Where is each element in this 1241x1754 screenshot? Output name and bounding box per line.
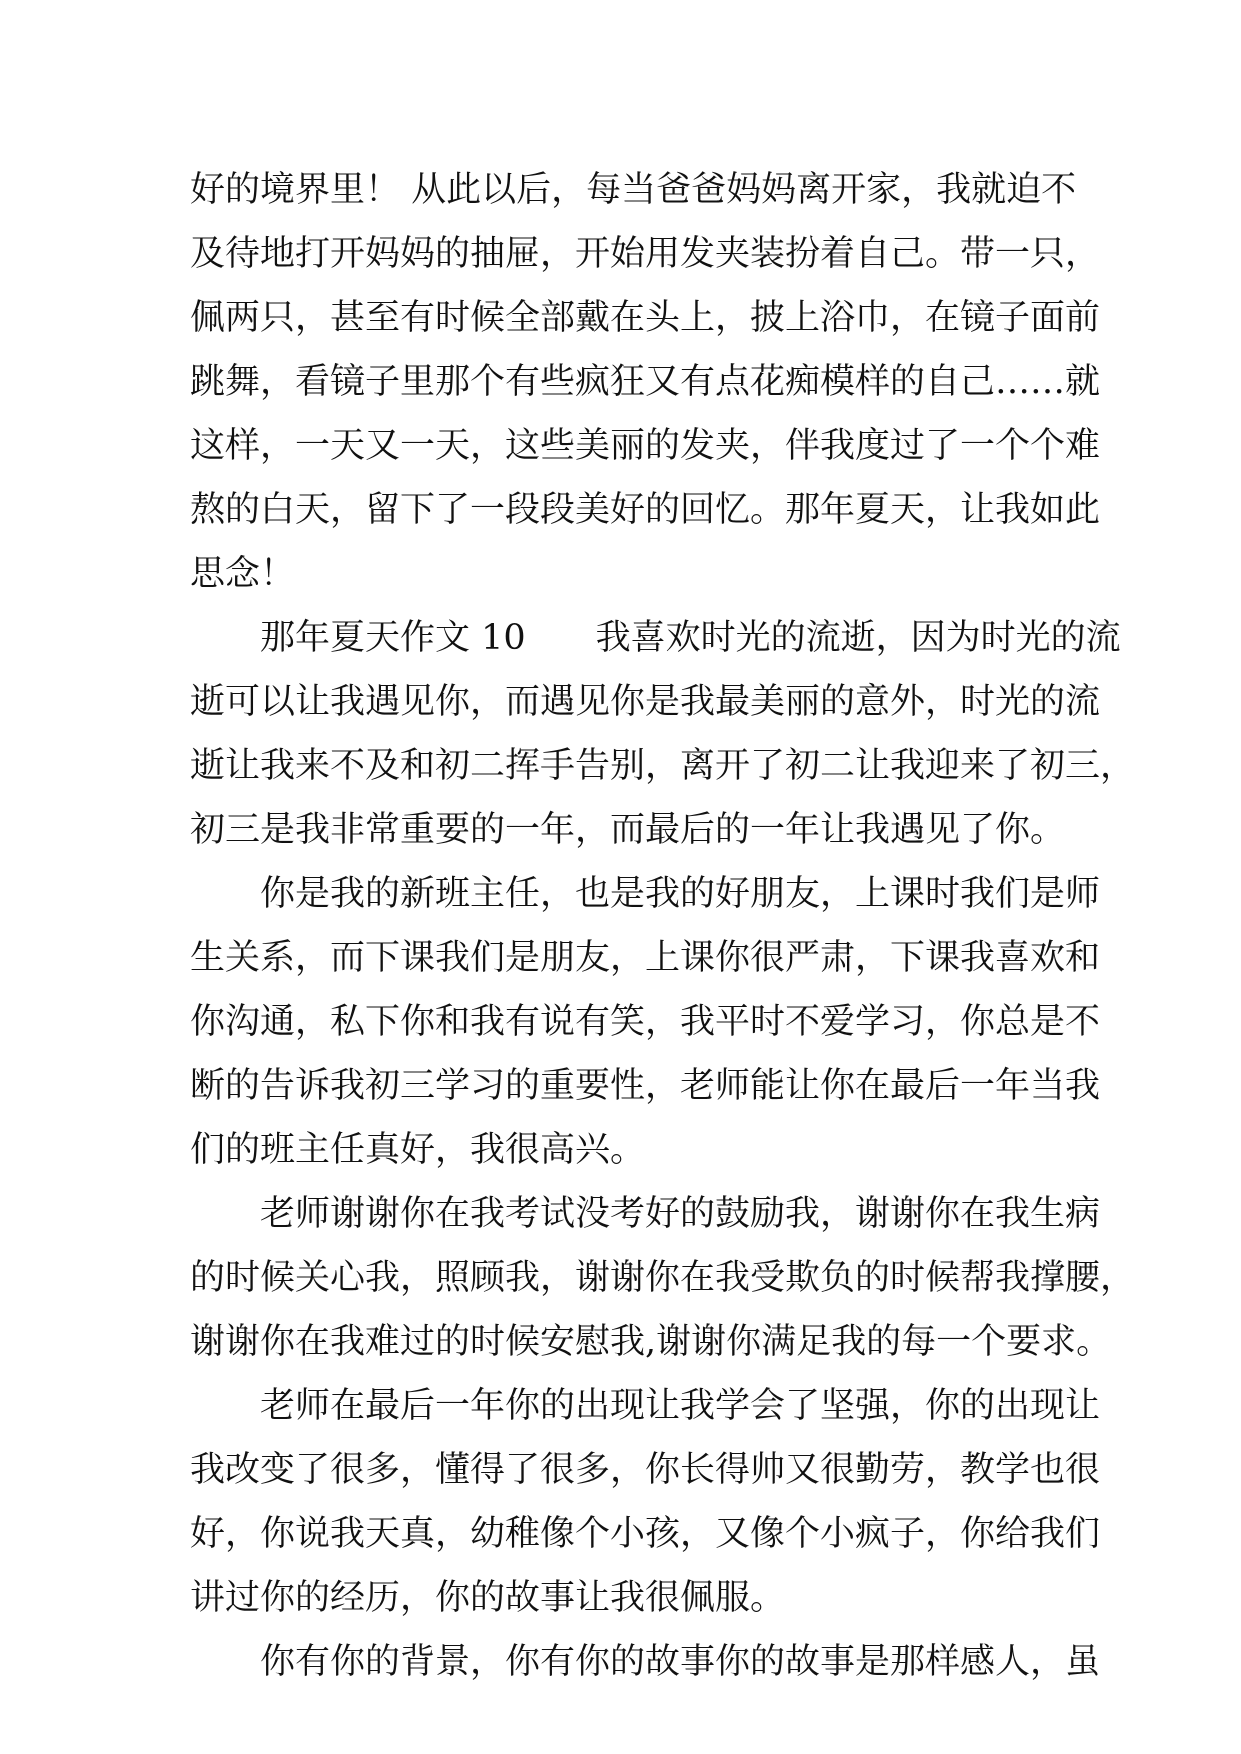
text-line: 好的境界里！ 从此以后，每当爸爸妈妈离开家，我就迫不 bbox=[190, 170, 1077, 210]
text-line: 思念！ bbox=[190, 554, 296, 594]
paragraph bbox=[190, 1630, 1101, 1694]
paragraph bbox=[190, 1182, 1136, 1374]
text-line: 好，你说我天真，幼稚像个小孩，又像个小疯子，你给我们 bbox=[190, 1514, 1101, 1554]
paragraph bbox=[190, 1374, 1101, 1630]
text-line: 的时候关心我，照顾我，谢谢你在我受欺负的时候帮我撑腰， bbox=[190, 1258, 1136, 1298]
text-line: 那年夏天作文 10 我喜欢时光的流逝，因为时光的流 bbox=[260, 618, 1121, 658]
text-line: 及待地打开妈妈的抽屉，开始用发夹装扮着自己。带一只， bbox=[190, 234, 1101, 274]
text-line: 逝可以让我遇见你，而遇见你是我最美丽的意外，时光的流 bbox=[190, 682, 1101, 722]
text-line: 断的告诉我初三学习的重要性，老师能让你在最后一年当我 bbox=[190, 1066, 1101, 1106]
text-line: 老师在最后一年你的出现让我学会了坚强，你的出现让 bbox=[260, 1386, 1101, 1426]
text-line: 我改变了很多，懂得了很多，你长得帅又很勤劳，教学也很 bbox=[190, 1450, 1101, 1490]
text-line: 这样，一天又一天，这些美丽的发夹，伴我度过了一个个难 bbox=[190, 426, 1101, 466]
text-line: 生关系，而下课我们是朋友，上课你很严肃，下课我喜欢和 bbox=[190, 938, 1101, 978]
paragraph bbox=[190, 606, 1136, 862]
text-line: 老师谢谢你在我考试没考好的鼓励我，谢谢你在我生病 bbox=[260, 1194, 1101, 1234]
text-line: 们的班主任真好，我很高兴。 bbox=[190, 1130, 646, 1170]
text-line: 佩两只，甚至有时候全部戴在头上，披上浴巾，在镜子面前 bbox=[190, 298, 1101, 338]
text-line: 初三是我非常重要的一年，而最后的一年让我遇见了你。 bbox=[190, 810, 1066, 850]
text-line: 熬的白天，留下了一段段美好的回忆。那年夏天，让我如此 bbox=[190, 490, 1101, 530]
text-line: 你有你的背景，你有你的故事你的故事是那样感人，虽 bbox=[260, 1642, 1101, 1682]
text-line: 谢谢你在我难过的时候安慰我,谢谢你满足我的每一个要求。 bbox=[190, 1322, 1112, 1362]
text-line: 你是我的新班主任，也是我的好朋友，上课时我们是师 bbox=[260, 874, 1101, 914]
text-line: 讲过你的经历，你的故事让我很佩服。 bbox=[190, 1578, 786, 1618]
paragraph bbox=[190, 862, 1101, 1182]
text-line: 你沟通，私下你和我有说有笑，我平时不爱学习，你总是不 bbox=[190, 1002, 1101, 1042]
body-text bbox=[190, 158, 1136, 1694]
text-line: 跳舞，看镜子里那个有些疯狂又有点花痴模样的自己……就 bbox=[190, 362, 1101, 402]
paragraph bbox=[190, 158, 1101, 606]
text-line: 逝让我来不及和初二挥手告别，离开了初二让我迎来了初三， bbox=[190, 746, 1136, 786]
